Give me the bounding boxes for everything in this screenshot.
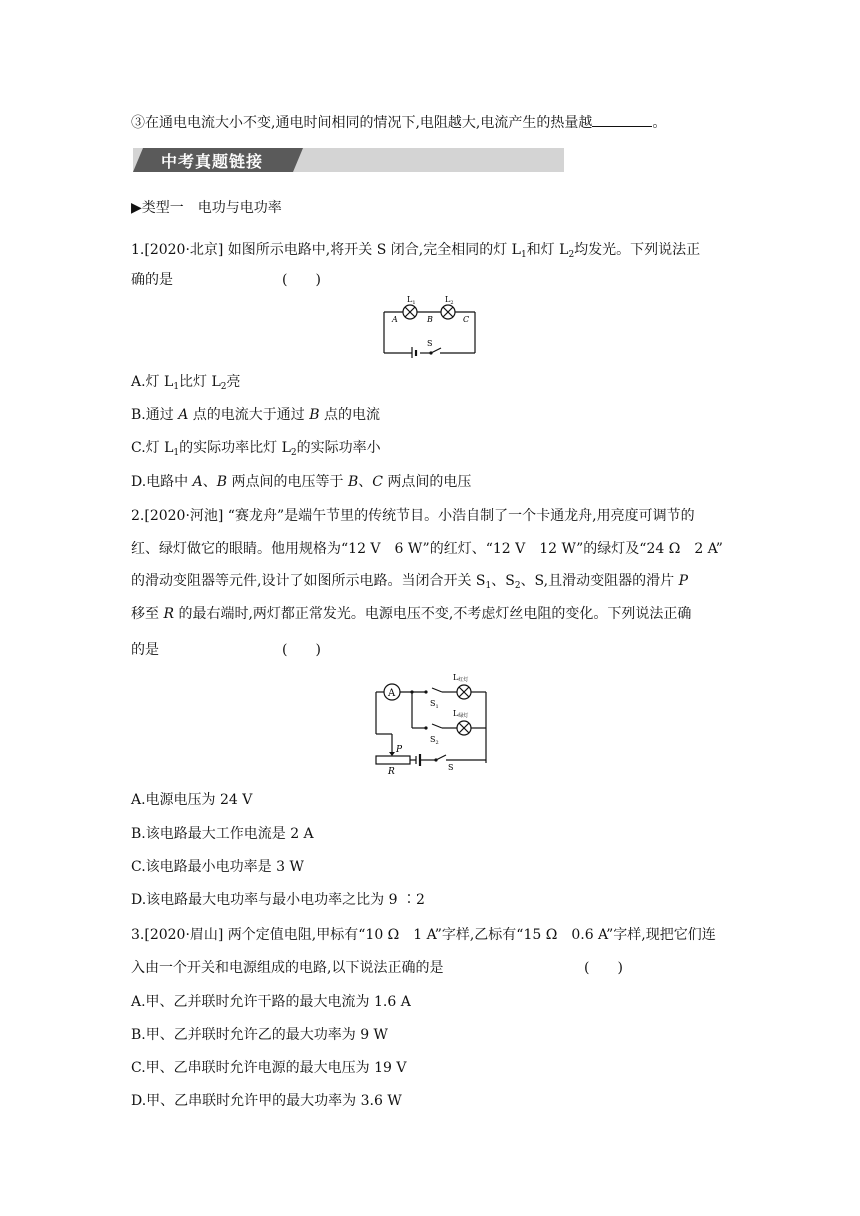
q2-option-a[interactable]: A.电源电压为 24 V <box>131 792 253 808</box>
q2-line4 <box>131 604 691 624</box>
opt-text: 点的电流大于通过 <box>188 407 310 423</box>
q1-text-d: 确的是 <box>131 272 173 288</box>
section-banner <box>133 148 564 172</box>
opt-text: B <box>309 407 320 423</box>
q3-option-a[interactable]: A.甲、乙并联时允许干路的最大电流为 1.6 A <box>131 994 411 1010</box>
slider-p-label: P <box>396 745 403 755</box>
q2-text: R <box>163 606 174 622</box>
opt-text: 点的电流 <box>319 407 380 423</box>
q3-text: 入由一个开关和电源组成的电路,以下说法正确的是 <box>131 960 444 976</box>
opt-text: 、 <box>358 474 373 490</box>
q2-text: 的是 <box>131 642 159 658</box>
opt-text: D.电路中 <box>131 474 193 490</box>
q2-text: 的滑动变阻器等元件,设计了如图所示电路。当闭合开关 S <box>131 573 486 589</box>
sub-1: 1 <box>173 382 180 392</box>
q2-text: 移至 <box>131 606 164 622</box>
q2-line5 <box>131 640 321 660</box>
q2-circuit-diagram <box>366 672 494 776</box>
intro-end: 。 <box>652 115 667 131</box>
q1-option-d[interactable] <box>131 472 471 492</box>
switch-s-label: S <box>427 339 433 348</box>
q1-option-c[interactable] <box>131 438 381 460</box>
opt-text: 亮 <box>226 374 241 390</box>
q1-text-b: 和灯 L <box>526 242 569 258</box>
q3-line1: 3.[2020·眉山] 两个定值电阻,甲标有“10 Ω 1 A”字样,乙标有“15 Ω 0.6 A”字样,现把它们连 <box>131 927 716 943</box>
sub-2: 2 <box>290 448 297 458</box>
q1-answer-paren[interactable]: ( ) <box>282 272 321 288</box>
answer-blank[interactable] <box>592 112 652 127</box>
intro-text: ③在通电电流大小不变,通电时间相同的情况下,电阻越大,电流产生的热量越 <box>131 115 593 131</box>
q1-option-b[interactable] <box>131 405 380 425</box>
opt-text: 两点间的电压等于 <box>227 474 348 490</box>
red-lamp-label: L红灯 <box>453 673 469 683</box>
q1-line2 <box>131 270 321 290</box>
point-b-label: B <box>427 315 433 324</box>
switch-s1-label: $S_1$ <box>430 699 439 710</box>
sub-1: 1 <box>520 250 527 260</box>
opt-text: 的实际功率比灯 L <box>179 440 291 456</box>
q1-circuit-diagram <box>378 292 482 358</box>
q2-line1: 2.[2020·河池] “赛龙舟”是端午节里的传统节目。小浩自制了一个卡通龙舟,用亮度可调节的 <box>131 508 695 524</box>
q1-line1 <box>131 240 700 262</box>
sub-1: 1 <box>173 448 180 458</box>
sub-2: 2 <box>514 581 521 591</box>
point-c-label: C <box>463 315 470 324</box>
sub-1: 1 <box>485 581 492 591</box>
q2-answer-paren[interactable]: ( ) <box>282 642 321 658</box>
q3-answer-paren[interactable]: ( ) <box>584 960 623 976</box>
opt-text: B <box>347 474 359 490</box>
opt-text: C.灯 L <box>131 440 174 456</box>
q3-option-c[interactable]: C.甲、乙串联时允许电源的最大电压为 19 V <box>131 1060 407 1076</box>
q2-option-c[interactable]: C.该电路最小电功率是 3 W <box>131 859 304 875</box>
q3-option-b[interactable]: B.甲、乙并联时允许乙的最大功率为 9 W <box>131 1027 388 1043</box>
ammeter-label: A <box>388 688 396 699</box>
sub-2: 2 <box>220 382 227 392</box>
q1-text-c: 均发光。下列说法正 <box>574 242 701 258</box>
q2-option-d[interactable]: D.该电路最大电功率与最小电功率之比为 9 ∶2 <box>131 892 425 908</box>
opt-text: A <box>178 407 189 423</box>
opt-text: C <box>372 474 383 490</box>
opt-text: 两点间的电压 <box>382 474 472 490</box>
intro-line <box>131 112 666 133</box>
green-lamp-label: L绿灯 <box>453 709 469 719</box>
opt-text: 比灯 L <box>179 374 221 390</box>
q2-line2: 红、绿灯做它的眼睛。他用规格为“12 V 6 W”的红灯、“12 V 12 W”的绿灯及“24 Ω 2 A” <box>131 541 723 557</box>
q2-text: 、S,且滑动变阻器的滑片 <box>520 573 679 589</box>
q2-text: P <box>678 573 688 589</box>
point-a-label: A <box>392 315 398 324</box>
q2-text: 、S <box>491 573 515 589</box>
opt-text: 的实际功率小 <box>296 440 381 456</box>
q1-option-a[interactable] <box>131 372 241 394</box>
banner-title: 中考真题链接 <box>161 152 264 171</box>
switch-s-label: S <box>448 763 454 772</box>
opt-text: A <box>192 474 203 490</box>
type-heading: ▶类型一 电功与电功率 <box>131 200 282 216</box>
q2-text: 的最右端时,两灯都正常发光。电源电压不变,不考虑灯丝电阻的变化。下列说法正确 <box>174 606 692 622</box>
switch-s2-label: $S_2$ <box>430 735 439 746</box>
opt-text: B <box>216 474 228 490</box>
sub-2: 2 <box>568 250 575 260</box>
rheostat-r-label: R <box>388 767 395 776</box>
q3-line2 <box>131 958 623 978</box>
l1-label: $L_1$ <box>407 295 416 306</box>
q2-line3 <box>131 571 688 593</box>
q3-option-d[interactable]: D.甲、乙串联时允许甲的最大功率为 3.6 W <box>131 1093 402 1109</box>
opt-text: B.通过 <box>131 407 179 423</box>
q1-text-a: 1.[2020·北京] 如图所示电路中,将开关 S 闭合,完全相同的灯 L <box>131 242 521 258</box>
q2-option-b[interactable]: B.该电路最大工作电流是 2 A <box>131 826 314 842</box>
l2-label: $L_2$ <box>445 295 454 306</box>
opt-text: A.灯 L <box>131 374 174 390</box>
opt-text: 、 <box>202 474 217 490</box>
